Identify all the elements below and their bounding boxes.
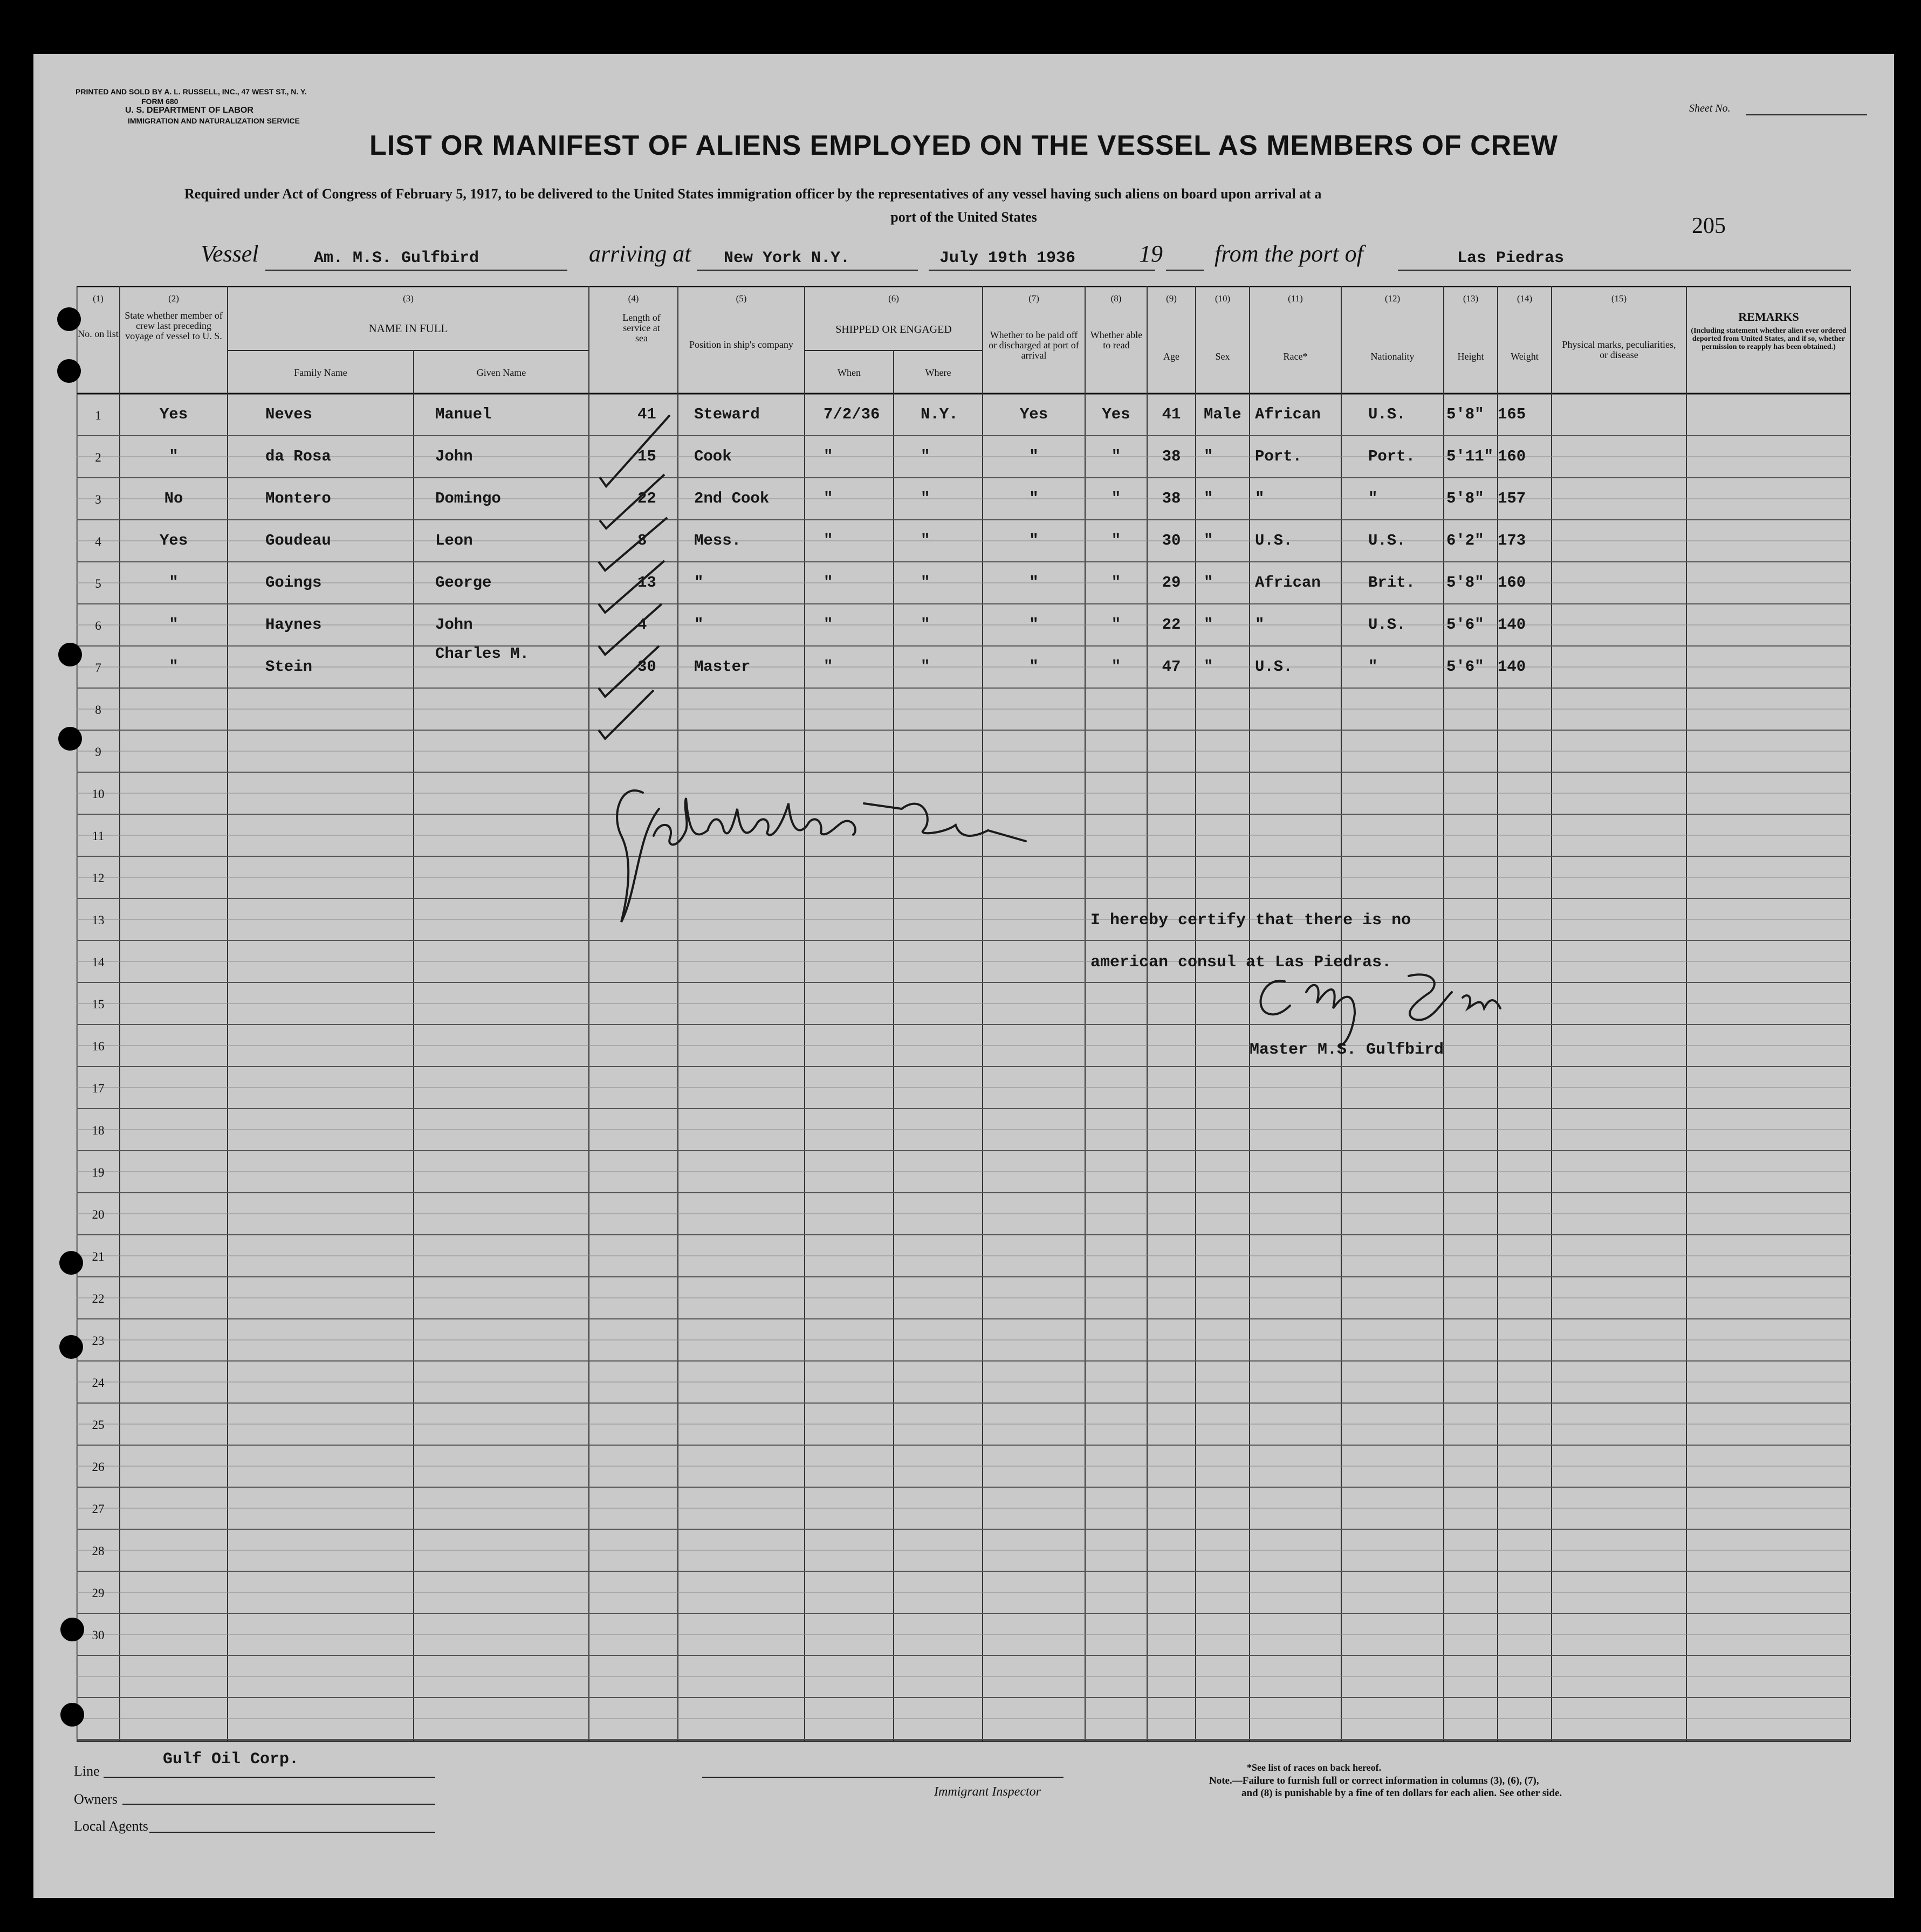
row-number: 3 — [95, 493, 101, 506]
crew-cell-where: " — [921, 658, 930, 676]
crew-cell-weight: 140 — [1498, 616, 1526, 634]
master-signature — [1236, 960, 1517, 1051]
crew-cell-read: " — [1111, 490, 1121, 507]
crew-cell-height: 5'11" — [1446, 448, 1494, 465]
col14-number: (14) — [1517, 293, 1533, 304]
crew-cell-age: 29 — [1162, 574, 1181, 592]
crew-cell-read: " — [1111, 616, 1121, 634]
manifest-sheet — [33, 54, 1894, 1898]
crew-cell-sex: " — [1204, 490, 1213, 507]
crew-cell-position: Cook — [694, 448, 732, 465]
crew-cell-position: 2nd Cook — [694, 490, 770, 507]
crew-cell-where: " — [921, 490, 930, 507]
crew-cell-service: 4 — [637, 616, 647, 634]
crew-cell-paid: " — [1029, 532, 1039, 549]
col10-number: (10) — [1215, 293, 1231, 304]
crew-cell-race: U.S. — [1255, 658, 1293, 676]
check-mark-icon — [599, 690, 654, 739]
crew-cell-given: Domingo — [435, 490, 501, 507]
row-number: 30 — [92, 1628, 105, 1642]
crew-cell-sex: " — [1204, 574, 1213, 592]
crew-cell-prev: Yes — [159, 532, 188, 549]
row-number: 18 — [92, 1124, 105, 1137]
crew-cell-age: 30 — [1162, 532, 1181, 549]
col7-number: (7) — [1028, 293, 1039, 304]
crew-cell-nationality: " — [1368, 658, 1378, 676]
col9-label: Age — [1163, 351, 1179, 362]
remarks-note: (Including statement whether alien ever ordered deported from United States, and if so, whether permission to reapply has been obtained.) — [1691, 327, 1847, 351]
arrival-date: July 19th 1936 — [939, 249, 1076, 267]
crew-cell-race: African — [1255, 405, 1321, 423]
crew-cell-when: " — [824, 448, 833, 465]
col13-number: (13) — [1463, 293, 1479, 304]
col1-label: No. on list — [78, 328, 119, 339]
row-number: 2 — [95, 451, 101, 464]
row-number: 10 — [92, 787, 105, 801]
crew-cell-paid: " — [1029, 490, 1039, 507]
crew-cell-age: 38 — [1162, 490, 1181, 507]
crew-cell-service: 30 — [637, 658, 656, 676]
col14-label: Weight — [1511, 351, 1539, 362]
port-underline — [1398, 270, 1851, 271]
crew-cell-nationality: " — [1368, 490, 1378, 507]
crew-cell-race: African — [1255, 574, 1321, 592]
crew-cell-paid: Yes — [1019, 405, 1048, 423]
crew-cell-age: 47 — [1162, 658, 1181, 676]
punch-hole — [60, 1703, 84, 1727]
col15-number: (15) — [1611, 293, 1627, 304]
crew-cell-sex: " — [1204, 658, 1213, 676]
line-value: Gulf Oil Corp. — [163, 1750, 299, 1769]
crew-cell-family: da Rosa — [265, 448, 331, 465]
crew-cell-weight: 160 — [1498, 448, 1526, 465]
crew-cell-height: 5'8" — [1446, 405, 1484, 423]
crew-cell-read: Yes — [1102, 405, 1130, 423]
check-mark-icon — [600, 415, 670, 486]
row-number: 24 — [92, 1376, 105, 1390]
crew-cell-when: " — [824, 532, 833, 549]
row-number: 22 — [92, 1292, 105, 1305]
inspector-signature — [600, 771, 1139, 933]
row-number: 9 — [95, 745, 101, 759]
crew-cell-family: Haynes — [265, 616, 322, 634]
family-name-header: Family Name — [294, 367, 347, 378]
crew-table — [77, 286, 1851, 1742]
col5-label: Position in ship's company — [689, 339, 793, 350]
col10-label: Sex — [1215, 351, 1230, 362]
row-number: 16 — [92, 1040, 105, 1053]
col12-label: Nationality — [1370, 351, 1415, 362]
date-underline — [929, 270, 1155, 271]
owners-label: Owners — [74, 1791, 118, 1807]
crew-cell-service: 8 — [637, 532, 647, 549]
crew-cell-sex: " — [1204, 616, 1213, 634]
row-number: 8 — [95, 703, 101, 717]
row-number: 25 — [92, 1418, 105, 1432]
arrival-port: New York N.Y. — [724, 249, 850, 267]
year-underline — [1166, 270, 1204, 271]
crew-cell-paid: " — [1029, 616, 1039, 634]
crew-cell-when: " — [824, 574, 833, 592]
stamp-number: 205 — [1692, 214, 1726, 238]
races-note: *See list of races on back hereof. — [1247, 1762, 1382, 1773]
crew-cell-height: 5'6" — [1446, 616, 1484, 634]
vessel-underline — [265, 270, 567, 271]
crew-cell-where: " — [921, 532, 930, 549]
col3-number: (3) — [403, 293, 414, 304]
crew-cell-service: 13 — [637, 574, 656, 592]
penalty-note-line1: Note.—Failure to furnish full or correct information in columns (3), (6), (7), — [1209, 1775, 1539, 1786]
crew-cell-when: 7/2/36 — [824, 405, 880, 423]
check-marks — [77, 286, 1851, 1742]
line-label: Line — [74, 1763, 100, 1779]
row-number: 5 — [95, 577, 101, 590]
col6-label: SHIPPED OR ENGAGED — [835, 324, 952, 335]
crew-cell-weight: 140 — [1498, 658, 1526, 676]
crew-cell-nationality: U.S. — [1368, 405, 1406, 423]
crew-cell-weight: 157 — [1498, 490, 1526, 507]
crew-cell-given: John — [435, 616, 473, 634]
row-number: 7 — [95, 661, 101, 675]
penalty-note-line2: and (8) is punishable by a fine of ten dollars for each alien. See other side. — [1241, 1787, 1562, 1799]
printer-line: PRINTED AND SOLD BY A. L. RUSSELL, INC., 47 WEST ST., N. Y. — [76, 87, 307, 96]
row-number: 12 — [92, 871, 105, 885]
punch-hole — [59, 1251, 83, 1275]
crew-cell-age: 22 — [1162, 616, 1181, 634]
crew-cell-when: " — [824, 490, 833, 507]
crew-cell-read: " — [1111, 448, 1121, 465]
row-number: 11 — [92, 829, 105, 843]
crew-cell-family: Stein — [265, 658, 313, 676]
crew-cell-position: Master — [694, 658, 751, 676]
col11-number: (11) — [1288, 293, 1303, 304]
crew-cell-where: " — [921, 574, 930, 592]
crew-cell-family: Neves — [265, 405, 313, 423]
col3-label: NAME IN FULL — [368, 322, 448, 335]
crew-cell-position: Steward — [694, 405, 760, 423]
crew-cell-service: 15 — [637, 448, 656, 465]
crew-cell-nationality: Brit. — [1368, 574, 1416, 592]
crew-cell-position: Mess. — [694, 532, 742, 549]
crew-cell-race: Port. — [1255, 448, 1302, 465]
punch-hole — [58, 643, 82, 666]
crew-cell-height: 6'2" — [1446, 532, 1484, 549]
vessel-label: Vessel — [201, 240, 259, 267]
service-name: IMMIGRATION AND NATURALIZATION SERVICE — [128, 116, 300, 125]
crew-cell-height: 5'6" — [1446, 658, 1484, 676]
crew-cell-service: 41 — [637, 405, 656, 423]
crew-cell-read: " — [1111, 574, 1121, 592]
punch-hole — [60, 1618, 84, 1641]
vessel-name: Am. M.S. Gulfbird — [314, 249, 479, 267]
crew-cell-paid: " — [1029, 448, 1039, 465]
row-number: 23 — [92, 1334, 105, 1347]
local-agents-label: Local Agents — [74, 1818, 148, 1834]
col8-label: Whether able to read — [1090, 329, 1143, 350]
crew-cell-family: Montero — [265, 490, 331, 507]
punch-hole — [59, 1335, 83, 1359]
subtitle-line1: Required under Act of Congress of February 5, 1917, to be delivered to the United States immigration officer by the representatives of any vessel having such aliens on board upon arrival at a — [184, 186, 1322, 202]
row-number: 6 — [95, 619, 101, 632]
crew-cell-where: " — [921, 448, 930, 465]
col15-label: Physical marks, peculiarities, or disease — [1562, 339, 1676, 360]
crew-cell-weight: 165 — [1498, 405, 1526, 423]
col9-number: (9) — [1166, 293, 1177, 304]
row-number: 13 — [92, 913, 105, 927]
crew-cell-when: " — [824, 658, 833, 676]
year-label: 19 — [1139, 240, 1163, 267]
crew-cell-age: 41 — [1162, 405, 1181, 423]
col6-number: (6) — [888, 293, 899, 304]
crew-cell-given: George — [435, 574, 492, 592]
crew-cell-family: Goudeau — [265, 532, 331, 549]
col7-label: Whether to be paid off or discharged at port of arrival — [989, 329, 1079, 361]
crew-cell-when: " — [824, 616, 833, 634]
given-name-header: Given Name — [476, 367, 526, 378]
shipped-when-header: When — [838, 367, 861, 378]
departure-port: Las Piedras — [1457, 249, 1565, 267]
shipped-where-header: Where — [925, 367, 951, 378]
row-number: 19 — [92, 1166, 105, 1179]
col13-label: Height — [1457, 351, 1484, 362]
row-number: 15 — [92, 998, 105, 1011]
punch-hole — [57, 359, 81, 383]
page-title: LIST OR MANIFEST OF ALIENS EMPLOYED ON THE VESSEL AS MEMBERS OF CREW — [369, 130, 1558, 161]
row-number: 14 — [92, 955, 105, 969]
department: U. S. DEPARTMENT OF LABOR — [125, 106, 253, 115]
crew-cell-read: " — [1111, 532, 1121, 549]
crew-cell-race: " — [1255, 616, 1265, 634]
row-number: 21 — [92, 1250, 105, 1263]
col11-label: Race* — [1283, 351, 1308, 362]
col12-number: (12) — [1384, 293, 1401, 304]
crew-cell-weight: 173 — [1498, 532, 1526, 549]
crew-cell-given: John — [435, 448, 473, 465]
crew-cell-position: " — [694, 574, 704, 592]
crew-cell-sex: " — [1204, 448, 1213, 465]
arriving-underline — [697, 270, 918, 271]
crew-cell-height: 5'8" — [1446, 490, 1484, 507]
crew-cell-prev: No — [164, 490, 183, 507]
crew-cell-age: 38 — [1162, 448, 1181, 465]
crew-cell-weight: 160 — [1498, 574, 1526, 592]
crew-cell-prev: " — [169, 448, 179, 465]
crew-cell-race: U.S. — [1255, 532, 1293, 549]
crew-cell-paid: " — [1029, 574, 1039, 592]
col8-number: (8) — [1110, 293, 1122, 304]
row-number: 28 — [92, 1544, 105, 1558]
crew-cell-race: " — [1255, 490, 1265, 507]
row-number: 1 — [95, 409, 101, 422]
arriving-label: arriving at — [589, 240, 691, 267]
agents-underline — [149, 1832, 435, 1833]
form-number: FORM 680 — [141, 97, 179, 106]
crew-cell-nationality: U.S. — [1368, 616, 1406, 634]
crew-cell-paid: " — [1029, 658, 1039, 676]
owners-underline — [122, 1804, 435, 1805]
col5-number: (5) — [736, 293, 747, 304]
inspector-underline — [702, 1777, 1064, 1778]
col2-label: State whether member of crew last preceding voyage of vessel to U. S. — [125, 310, 223, 341]
crew-cell-prev: " — [169, 658, 179, 676]
crew-cell-sex: Male — [1204, 405, 1241, 423]
crew-cell-height: 5'8" — [1446, 574, 1484, 592]
certification-line1: I hereby certify that there is no — [1090, 911, 1411, 930]
sheet-number-line — [1746, 114, 1867, 115]
crew-cell-prev: " — [169, 574, 179, 592]
row-number: 20 — [92, 1208, 105, 1221]
immigrant-inspector-label: Immigrant Inspector — [934, 1785, 1041, 1799]
line-underline — [104, 1777, 435, 1778]
crew-cell-family: Goings — [265, 574, 322, 592]
crew-cell-sex: " — [1204, 532, 1213, 549]
check-mark-icon — [599, 604, 662, 655]
row-number: 4 — [95, 535, 101, 548]
col2-number: (2) — [168, 293, 179, 304]
master-title: Master M.S. Gulfbird — [1250, 1041, 1444, 1059]
crew-cell-nationality: Port. — [1368, 448, 1416, 465]
row-number: 26 — [92, 1460, 105, 1474]
col1-number: (1) — [93, 293, 104, 304]
col4-label: Length of service at sea — [622, 312, 661, 343]
crew-cell-where: " — [921, 616, 930, 634]
row-number: 27 — [92, 1502, 105, 1516]
crew-cell-prev: Yes — [159, 405, 188, 423]
crew-cell-given: Leon — [435, 532, 473, 549]
crew-cell-position: " — [694, 616, 704, 634]
crew-cell-read: " — [1111, 658, 1121, 676]
certification-line2: american consul at Las Piedras. — [1090, 953, 1392, 972]
row-number: 17 — [92, 1082, 105, 1095]
remarks-label: REMARKS — [1738, 310, 1799, 324]
crew-cell-nationality: U.S. — [1368, 532, 1406, 549]
crew-cell-where: N.Y. — [921, 405, 958, 423]
punch-hole — [57, 307, 81, 331]
subtitle-line2: port of the United States — [890, 209, 1037, 225]
col4-number: (4) — [628, 293, 639, 304]
crew-cell-given: Manuel — [435, 405, 492, 423]
crew-cell-given: Charles M. — [435, 645, 530, 663]
crew-cell-service: 22 — [637, 490, 656, 507]
row-number: 29 — [92, 1586, 105, 1600]
punch-hole — [58, 727, 82, 751]
sheet-number-label: Sheet No. — [1689, 102, 1731, 114]
crew-cell-prev: " — [169, 616, 179, 634]
port-label: from the port of — [1215, 240, 1363, 267]
